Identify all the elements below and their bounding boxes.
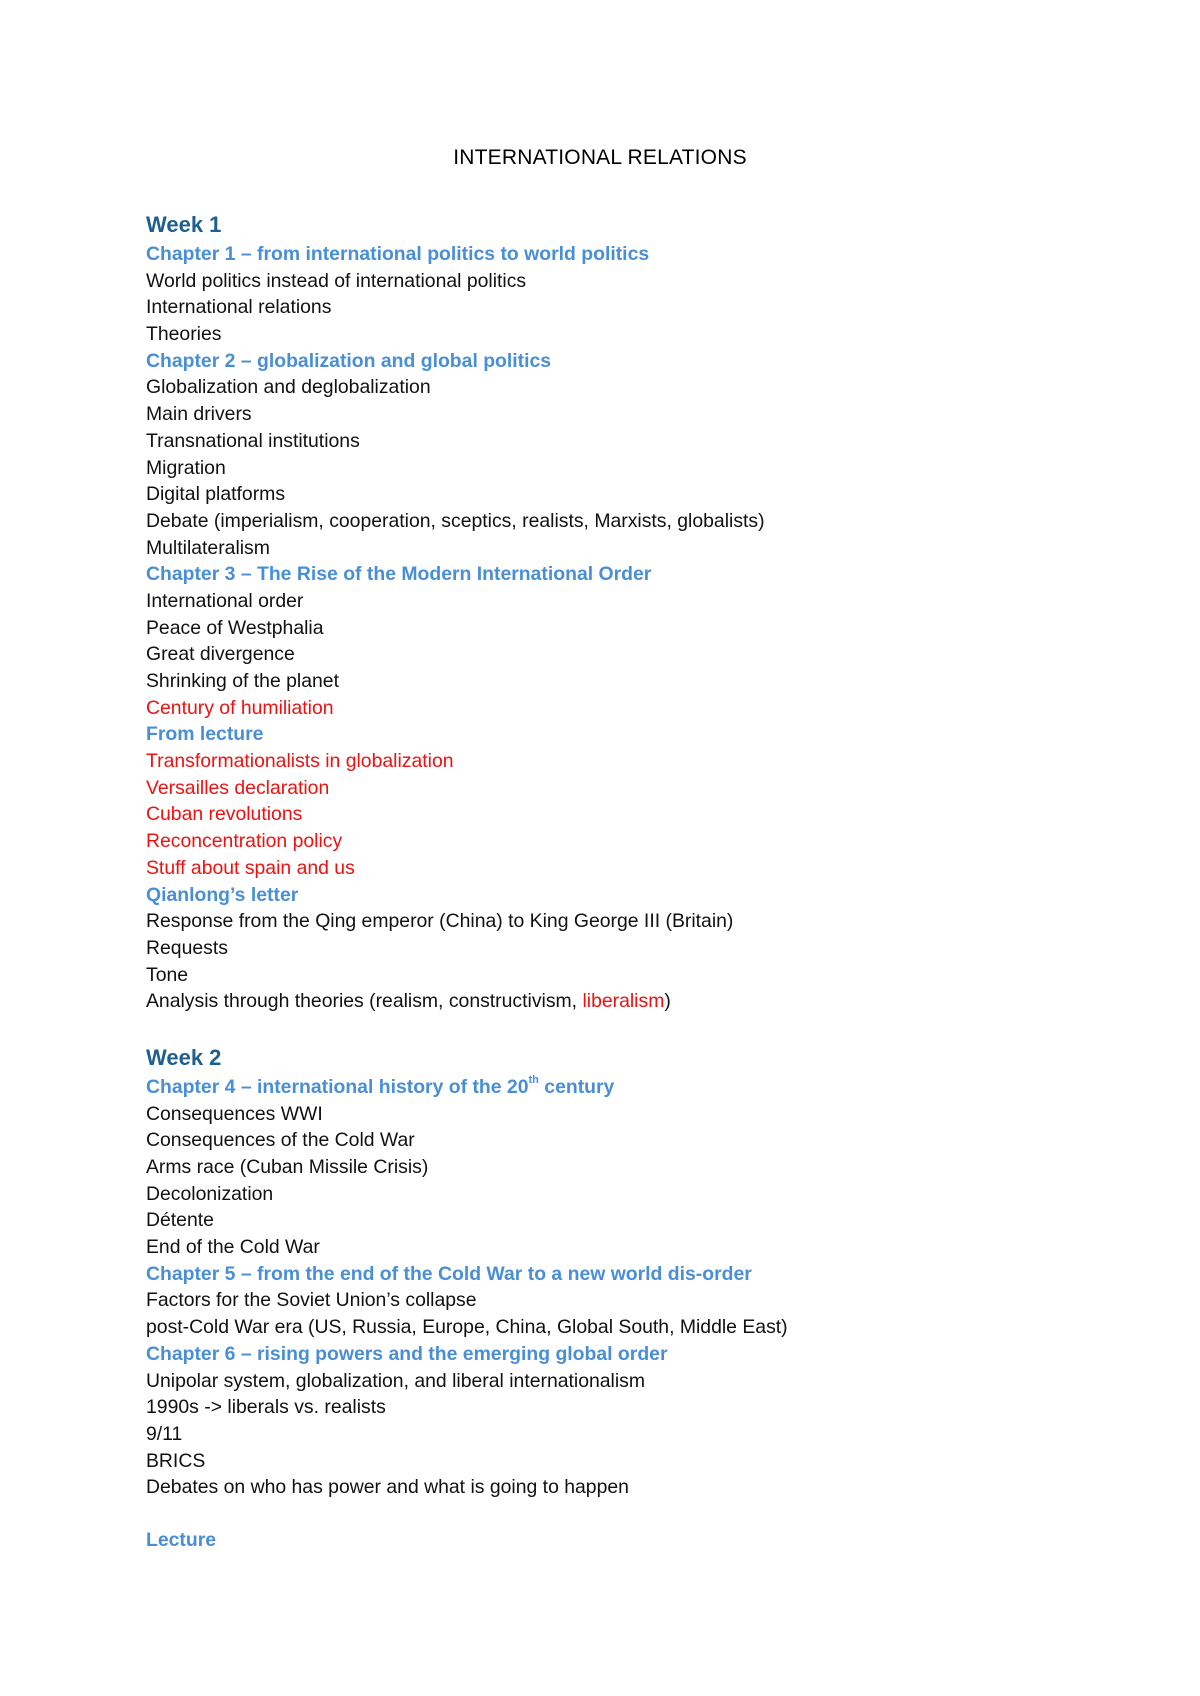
chapter-6-heading: Chapter 6 – rising powers and the emerging global order [146, 1342, 668, 1365]
analysis-item [146, 988, 1126, 1015]
list-item: Globalization and deglobalization [146, 376, 431, 399]
highlighted-item: Transformationalists in globalization [146, 750, 454, 773]
list-item: Digital platforms [146, 483, 286, 506]
list-item: Tone [146, 963, 189, 986]
list-item: Peace of Westphalia [146, 616, 324, 639]
list-item: Shrinking of the planet [146, 670, 339, 692]
highlighted-item: Stuff about spain and us [146, 856, 355, 879]
list-item: BRICS [146, 1449, 206, 1472]
list-item: Consequences WWI [146, 1102, 323, 1125]
highlighted-item: Century of humiliation [146, 696, 334, 719]
list-item: 1990s -> liberals vs. realists [146, 1396, 386, 1419]
list-item: Theories [146, 323, 222, 346]
chapter-4-title-end: century [538, 1075, 615, 1098]
list-item: Factors for the Soviet Union’s collapse [146, 1289, 477, 1312]
lecture-heading: Lecture [146, 1528, 217, 1551]
spacer [146, 1501, 1126, 1527]
spacer [146, 1015, 1126, 1041]
list-item: International relations [146, 296, 332, 319]
list-item: Decolonization [146, 1182, 274, 1205]
list-item: Transnational institutions [146, 429, 360, 452]
list-item: Migration [146, 456, 226, 479]
highlighted-item: Versailles declaration [146, 776, 330, 799]
list-item: Détente [146, 1209, 214, 1232]
list-item: Debate (imperialism, cooperation, sceptics, realists, Marxists, globalists) [146, 509, 765, 532]
chapter-3-heading: Chapter 3 – The Rise of the Modern International Order [146, 563, 652, 586]
list-item: World politics instead of international politics [146, 269, 527, 292]
list-item: post-Cold War era (US, Russia, Europe, China, Global South, Middle East) [146, 1316, 788, 1339]
from-lecture-heading: From lecture [146, 723, 264, 746]
list-item: International order [146, 589, 304, 612]
list-item: Debates on who has power and what is going to happen [146, 1476, 629, 1499]
list-item: 9/11 [146, 1422, 183, 1445]
analysis-text: Analysis through theories (realism, constructivism, [146, 990, 583, 1013]
list-item: Main drivers [146, 403, 252, 426]
list-item: Multilateralism [146, 536, 270, 559]
list-item: Great divergence [146, 643, 295, 666]
highlighted-item: Reconcentration policy [146, 830, 343, 853]
analysis-highlight: liberalism [582, 990, 665, 1013]
chapter-4-title: Chapter 4 – international history of the 20 [146, 1075, 529, 1098]
list-item: Consequences of the Cold War [146, 1129, 415, 1152]
chapter-2-heading: Chapter 2 – globalization and global politics [146, 349, 552, 372]
week-1-heading: Week 1 [146, 212, 222, 237]
list-item: End of the Cold War [146, 1236, 320, 1259]
qianlong-letter-heading: Qianlong’s letter [146, 883, 299, 906]
chapter-4-heading [146, 1074, 1126, 1101]
chapter-4-superscript: th [528, 1074, 539, 1087]
document-title: INTERNATIONAL RELATIONS [453, 146, 747, 169]
highlighted-item: Cuban revolutions [146, 803, 303, 826]
list-item: Arms race (Cuban Missile Crisis) [146, 1156, 429, 1178]
week-2-heading: Week 2 [146, 1044, 222, 1070]
list-item: Response from the Qing emperor (China) to King George III (Britain) [146, 910, 734, 933]
list-item: Unipolar system, globalization, and liberal internationalism [146, 1369, 646, 1392]
chapter-1-heading: Chapter 1 – from international politics to world politics [146, 243, 650, 265]
list-item: Requests [146, 936, 228, 959]
chapter-5-heading: Chapter 5 – from the end of the Cold War to a new world dis-order [146, 1262, 752, 1285]
document-body [146, 208, 1126, 1554]
analysis-suffix: ) [664, 990, 671, 1013]
